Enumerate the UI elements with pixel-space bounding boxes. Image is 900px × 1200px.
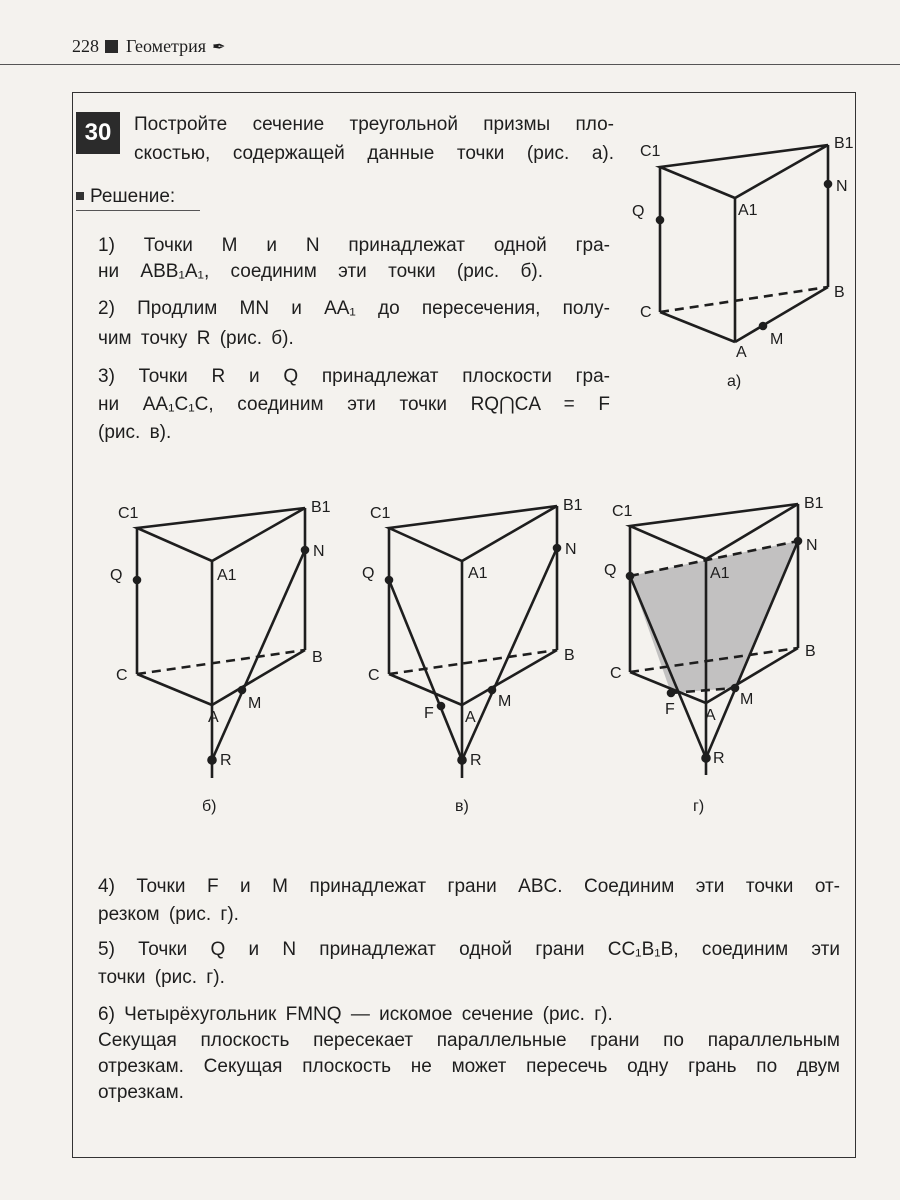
step6-line3: отрезкам. Секущая плоскость не может пересечь одну грань по двум xyxy=(98,1056,840,1077)
edge-CB-hidden xyxy=(137,650,305,674)
point-R xyxy=(459,757,466,764)
point-R xyxy=(209,757,216,764)
label-A: A xyxy=(208,709,219,726)
label-B: B xyxy=(834,284,845,301)
solution-label: Решение: xyxy=(90,186,176,207)
step3-line3: (рис. в). xyxy=(98,422,172,443)
label-B1: B1 xyxy=(804,495,824,512)
point-Q xyxy=(134,577,140,583)
label-A: A xyxy=(465,709,476,726)
book-title: Геометрия xyxy=(126,36,207,56)
label-F: F xyxy=(424,705,434,722)
step1-line1: 1) Точки M и N принадлежат одной гра- xyxy=(98,235,610,256)
label-C: C xyxy=(368,667,380,684)
step3-line2: ни AA₁C₁C, соединим эти точки RQ⋂CA = F xyxy=(98,394,610,415)
edge-CA xyxy=(660,312,735,342)
point-M xyxy=(732,685,738,691)
label-N: N xyxy=(313,543,325,560)
section-FMNQ-fill xyxy=(630,541,798,693)
caption-b: б) xyxy=(202,798,217,815)
problem-number: 30 xyxy=(76,112,120,154)
point-N xyxy=(554,545,560,551)
step4-line1: 4) Точки F и M принадлежат грани ABC. Соединим эти точки от- xyxy=(98,876,840,897)
edge-CB-hidden xyxy=(660,287,828,312)
point-R xyxy=(703,755,710,762)
label-A1: A1 xyxy=(738,202,758,219)
label-N: N xyxy=(836,178,848,195)
label-R: R xyxy=(713,750,725,767)
point-M xyxy=(760,323,766,329)
problem-text-line2: скостью, содержащей данные точки (рис. а). xyxy=(134,143,614,164)
line-QFR xyxy=(389,580,462,760)
caption-v: в) xyxy=(455,798,469,815)
step4-line2: резком (рис. г). xyxy=(98,904,239,925)
point-Q xyxy=(627,573,633,579)
step6-line4: отрезкам. xyxy=(98,1082,184,1103)
label-M: M xyxy=(498,693,512,710)
caption-g: г) xyxy=(693,798,705,815)
point-F xyxy=(438,703,444,709)
edge-CA xyxy=(389,674,462,705)
label-C1: C1 xyxy=(612,503,633,520)
figure-g xyxy=(627,504,801,775)
step6-line1: 6) Четырёхугольник FMNQ — искомое сечение (рис. г). xyxy=(98,1004,613,1025)
label-Q: Q xyxy=(362,565,375,582)
label-C: C xyxy=(610,665,622,682)
problem-text-line1: Постройте сечение треугольной призмы пло- xyxy=(134,114,614,135)
label-C: C xyxy=(116,667,128,684)
prism-top-face xyxy=(660,145,828,198)
label-A: A xyxy=(705,707,716,724)
label-A1: A1 xyxy=(710,565,730,582)
edge-CA xyxy=(137,674,212,705)
edge-CB-hidden xyxy=(389,650,557,674)
point-Q xyxy=(657,217,663,223)
label-Q: Q xyxy=(632,203,645,220)
point-N xyxy=(825,181,831,187)
step1-line2: ни ABB₁A₁, соединим эти точки (рис. б). xyxy=(98,261,543,282)
prism-top-face xyxy=(137,508,305,561)
label-B: B xyxy=(312,649,323,666)
point-N xyxy=(302,547,308,553)
page-number: 228 xyxy=(72,36,99,56)
label-A1: A1 xyxy=(468,565,488,582)
point-Q xyxy=(386,577,392,583)
label-A: A xyxy=(736,344,747,361)
step2-line2: чим точку R (рис. б). xyxy=(98,328,294,349)
point-F xyxy=(668,690,674,696)
label-C1: C1 xyxy=(118,505,139,522)
label-B1: B1 xyxy=(834,135,854,152)
quill-icon: ✒ xyxy=(212,39,226,56)
label-B: B xyxy=(564,647,575,664)
figure-a xyxy=(657,145,831,342)
label-N: N xyxy=(565,541,577,558)
step6-line2: Секущая плоскость пересекает параллельные грани по параллельным xyxy=(98,1030,840,1051)
figure-v xyxy=(386,506,560,778)
label-R: R xyxy=(220,752,232,769)
label-B1: B1 xyxy=(563,497,583,514)
label-Q: Q xyxy=(604,562,617,579)
step5-line2: точки (рис. г). xyxy=(98,967,225,988)
caption-a: а) xyxy=(727,373,742,390)
label-R: R xyxy=(470,752,482,769)
label-F: F xyxy=(665,701,675,718)
label-A1: A1 xyxy=(217,567,237,584)
step5-line1: 5) Точки Q и N принадлежат одной грани CC₁B₁B, соединим эти xyxy=(98,939,840,960)
step2-line1: 2) Продлим MN и AA₁ до пересечения, полу- xyxy=(98,298,610,319)
figure-b xyxy=(134,508,308,778)
label-M: M xyxy=(770,331,784,348)
point-M xyxy=(489,687,495,693)
label-C: C xyxy=(640,304,652,321)
label-C1: C1 xyxy=(640,143,661,160)
label-N: N xyxy=(806,537,818,554)
label-B: B xyxy=(805,643,816,660)
label-M: M xyxy=(248,695,262,712)
label-B1: B1 xyxy=(311,499,331,516)
label-Q: Q xyxy=(110,567,123,584)
step3-line1: 3) Точки R и Q принадлежат плоскости гра- xyxy=(98,366,610,387)
point-M xyxy=(239,687,245,693)
point-N xyxy=(795,538,801,544)
label-C1: C1 xyxy=(370,505,391,522)
label-M: M xyxy=(740,691,754,708)
prism-top-face xyxy=(389,506,557,561)
